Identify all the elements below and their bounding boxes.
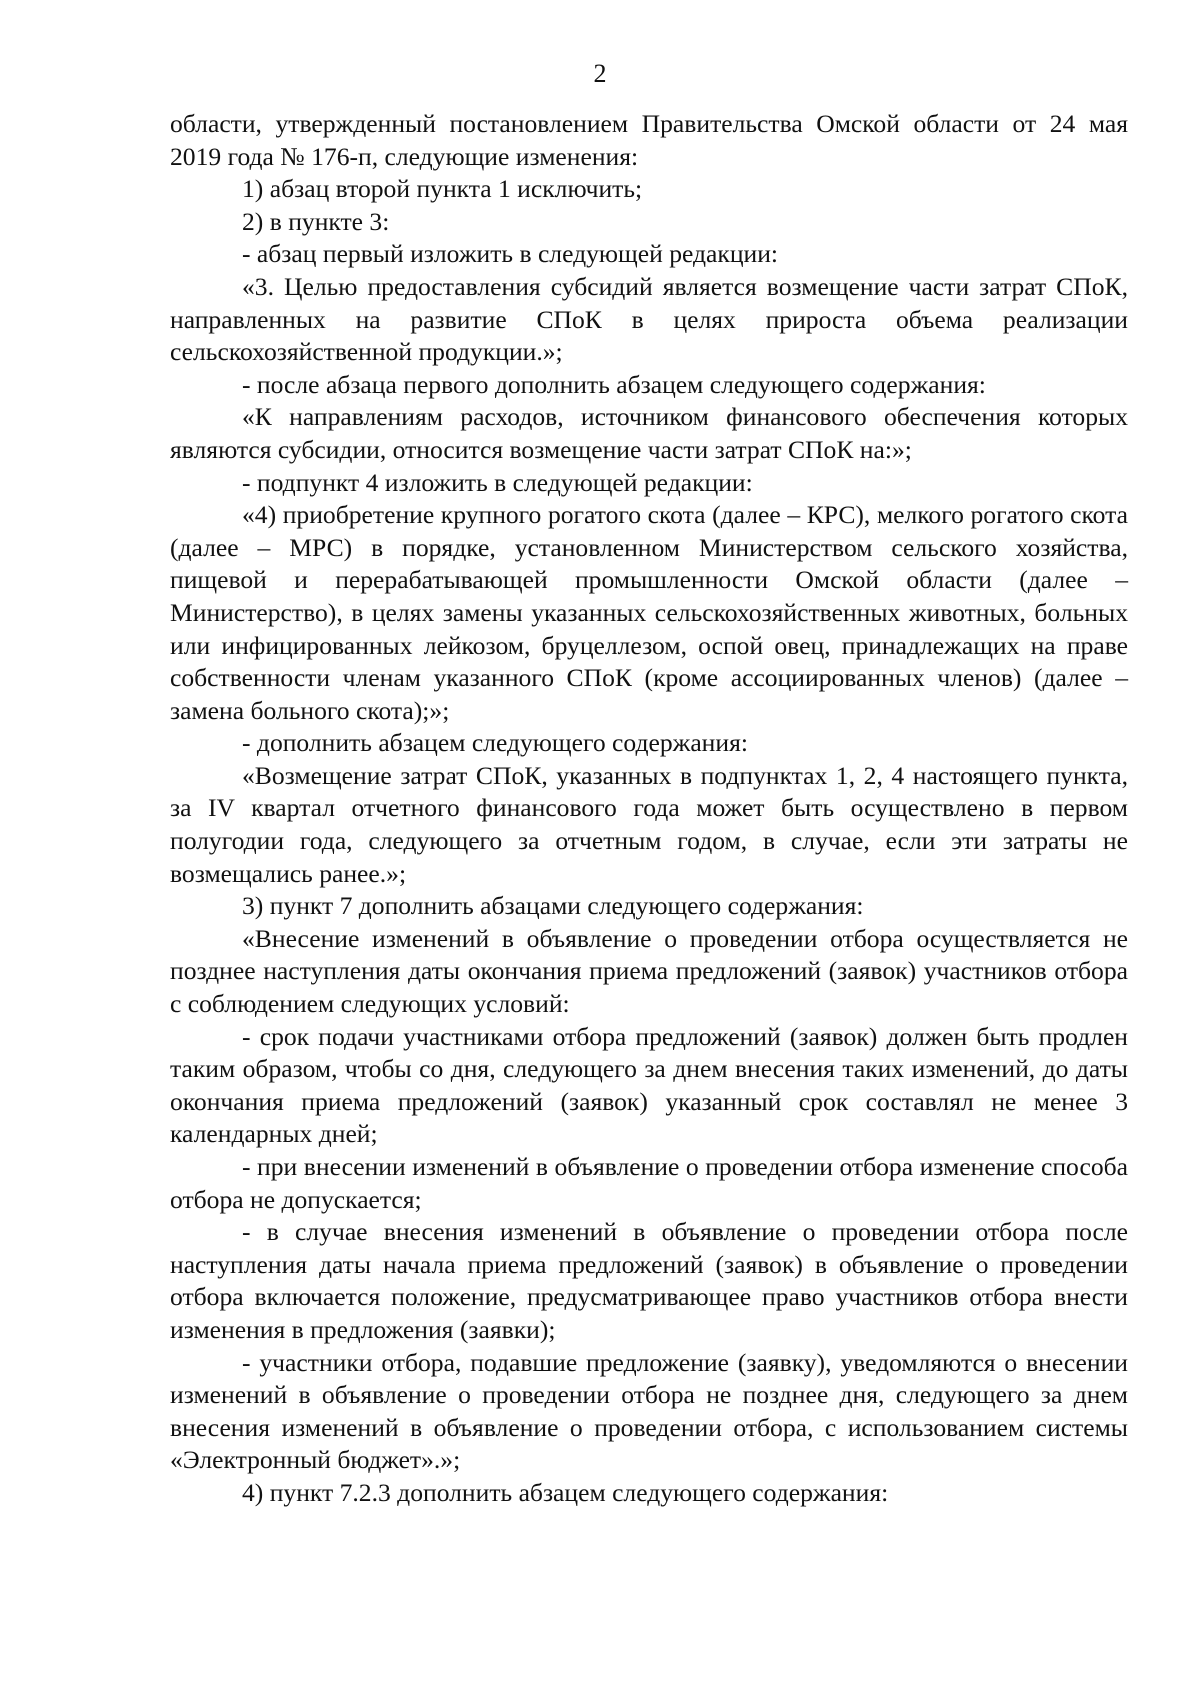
paragraph-dash-5: - срок подачи участниками отбора предложений (заявок) должен быть продлен таким образом, чтобы со дня, следующего за днем внесения таких изменений, до даты окончания приема предложений (заявок) указанный срок составлял не менее 3 календарных дней;	[170, 1021, 1128, 1149]
paragraph-dash-8: - участники отбора, подавшие предложение (заявку), уведомляются о внесении изменений в объявление о проведении отбора не позднее дня, следующего за днем внесения изменений в объявление о проведении отбора, с использованием системы «Электронный бюджет».»;	[170, 1347, 1128, 1475]
paragraph-item-4: 4) пункт 7.2.3 дополнить абзацем следующего содержания:	[242, 1477, 889, 1507]
paragraph-continuation: области, утвержденный постановлением Правительства Омской области от 24 мая 2019 года № 176-п, следующие изменения:	[170, 109, 1128, 171]
page-number: 2	[593, 59, 607, 88]
paragraph-dash-7: - в случае внесения изменений в объявление о проведении отбора после наступления даты начала приема предложений (заявок) в объявление о проведении отбора включается положение, предусматривающее право участников отбора внести изменения в предложения (заявки);	[170, 1217, 1128, 1344]
paragraph-dash-4: - дополнить абзацем следующего содержания:	[242, 728, 748, 758]
paragraph-item-1: 1) абзац второй пункта 1 исключить;	[242, 174, 643, 204]
document-body	[170, 108, 1128, 1510]
paragraph-quote-directions: «К направлениям расходов, источником финансового обеспечения которых являются субсидии, относится возмещение части затрат СПоК на:»;	[170, 402, 1128, 464]
paragraph-dash-6: - при внесении изменений в объявление о проведении отбора изменение способа отбора не допускается;	[170, 1152, 1128, 1214]
paragraph-quote-amendments: «Внесение изменений в объявление о проведении отбора осуществляется не позднее наступления даты окончания приема предложений (заявок) участников отбора с соблюдением следующих условий:	[170, 923, 1128, 1019]
paragraph-quote-subitem-4: «4) приобретение крупного рогатого скота (далее – КРС), мелкого рогатого скота (далее – МРС) в порядке, установленном Министерством сельского хозяйства, пищевой и перерабатывающей промышленности Омской области (далее – Министерство), в целях замены указанных сельскохозяйственных животных, больных или инфицированных лейкозом, бруцеллезом, оспой овец, принадлежащих на праве собственности членам указанного СПоК (кроме ассоциированных членов) (далее – замена больного скота);»;	[170, 500, 1128, 725]
paragraph-dash-2: - после абзаца первого дополнить абзацем следующего содержания:	[242, 369, 986, 399]
paragraph-item-2: 2) в пункте 3:	[242, 206, 390, 236]
paragraph-item-3: 3) пункт 7 дополнить абзацами следующего содержания:	[242, 891, 864, 921]
paragraph-dash-1: - абзац первый изложить в следующей редакции:	[242, 239, 779, 269]
paragraph-dash-3: - подпункт 4 изложить в следующей редакции:	[242, 467, 753, 497]
paragraph-quote-goal: «3. Целью предоставления субсидий является возмещение части затрат СПоК, направленных на развитие СПоК в целях прироста объема реализации сельскохозяйственной продукции.»;	[170, 271, 1128, 367]
paragraph-quote-compensation: «Возмещение затрат СПоК, указанных в подпунктах 1, 2, 4 настоящего пункта, за IV квартал отчетного финансового года может быть осуществлено в первом полугодии года, следующего за отчетным годом, в случае, если эти затраты не возмещались ранее.»;	[170, 760, 1128, 888]
